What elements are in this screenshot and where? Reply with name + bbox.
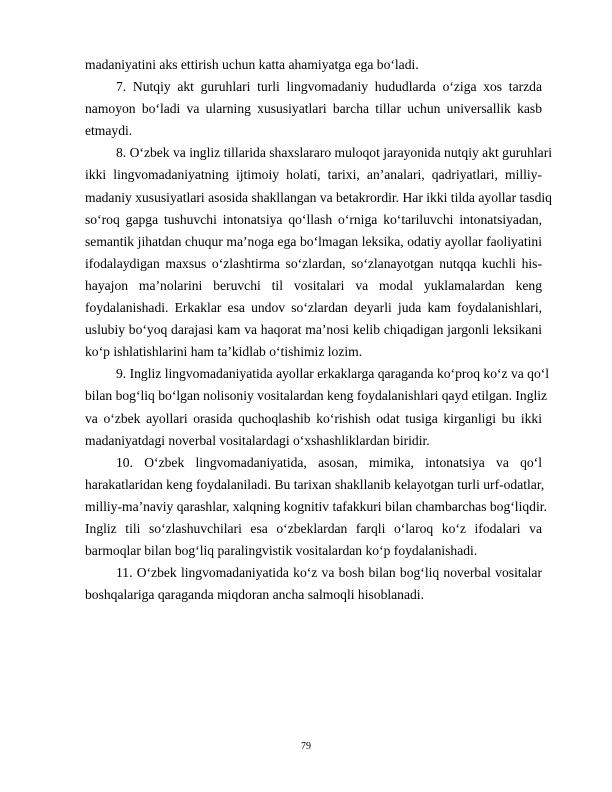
text-line: semantik jihatdan chuqur ma’noga ega bo‘lmagan leksika, odatiy ayollar faoliyatini (85, 233, 542, 249)
text-line: uslubiy bo‘yoq darajasi kam va haqorat ma’nosi kelib chiqadigan jargonli leksikani (85, 322, 542, 338)
paragraph-intro-tail (85, 54, 542, 76)
text-line: barmoqlar bilan bog‘liq paralingvistik vositalardan ko‘p foydalanishadi. (85, 543, 478, 559)
paragraph-item-11 (85, 562, 542, 606)
text-line: harakatlaridan keng foydalaniladi. Bu tarixan shakllanib kelayotgan turli urf-odatlar, (85, 476, 545, 492)
text-line: 11. O‘zbek lingvomadaniyatida ko‘z va bosh bilan bog‘liq noverbal vositalar (116, 565, 542, 581)
text-line: boshqalariga qaraganda miqdoran ancha salmoqli hisoblanadi. (85, 587, 424, 603)
text-line: madaniy xususiyatlari asosida shakllangan va betakrordir. Har ikki tilda ayollar tasdiq (85, 189, 552, 205)
text-line: 10. O‘zbek lingvomadaniyatida, asosan, mimika, intonatsiya va qo‘l (116, 454, 542, 470)
text-line: madaniyatdagi noverbal vositalardagi o‘xshashliklardan biridir. (85, 432, 430, 448)
text-line: hayajon ma’nolarini beruvchi til vositalari va modal yuklamalardan keng (85, 277, 542, 293)
text-line: ikki lingvomadaniyatning ijtimoiy holati, tarixi, an’analari, qadriyatlari, milliy- (85, 167, 542, 183)
text-line: namoyon bo‘ladi va ularning xususiyatlari barcha tillar uchun universallik kasb (85, 101, 542, 117)
text-line: bilan bog‘liq bo‘lgan nolisoniy vositalardan keng foydalanishlari qayd etilgan. Ingliz (85, 388, 548, 404)
text-line: ko‘p ishlatishlarini ham ta’kidlab o‘tishimiz lozim. (85, 344, 363, 360)
text-line: so‘roq gapga tushuvchi intonatsiya qo‘llash o‘rniga ko‘tariluvchi intonatsiyadan, (85, 211, 542, 227)
paragraph-item-7 (85, 76, 542, 142)
text-line: ifodalaydigan maxsus o‘zlashtirma so‘zlardan, so‘zlanayotgan nutqqa kuchli his- (85, 255, 542, 271)
text-line: va o‘zbek ayollari orasida quchoqlashib ko‘rishish odat tusiga kirganligi bu ikki (85, 410, 542, 426)
text-line: Ingliz tili so‘zlashuvchilari esa o‘zbeklardan farqli o‘laroq ko‘z ifodalari va (85, 520, 542, 536)
paragraph-item-8 (85, 142, 553, 363)
text-line: foydalanishadi. Erkaklar esa undov so‘zlardan deyarli juda kam foydalanishlari, (85, 300, 542, 316)
text-line: 9. Ingliz lingvomadaniyatida ayollar erkaklarga qaraganda ko‘proq ko‘z va qo‘l (116, 366, 550, 382)
document-body (85, 54, 553, 606)
text-line: milliy-ma’naviy qarashlar, xalqning kognitiv tafakkuri bilan chambarchas bog‘liqdir. (85, 498, 547, 514)
paragraph-item-9 (85, 363, 550, 451)
text-line: madaniyatini aks ettirish uchun katta ahamiyatga ega bo‘ladi. (85, 57, 419, 72)
page-number: 79 (301, 741, 311, 752)
text-line: etmaydi. (85, 123, 133, 139)
text-line: 7. Nutqiy akt guruhlari turli lingvomadaniy hududlarda o‘ziga xos tarzda (116, 79, 542, 95)
paragraph-item-10 (85, 452, 547, 562)
text-line: 8. O‘zbek va ingliz tillarida shaxslararo muloqot jarayonida nutqiy akt guruhlari (116, 145, 553, 161)
